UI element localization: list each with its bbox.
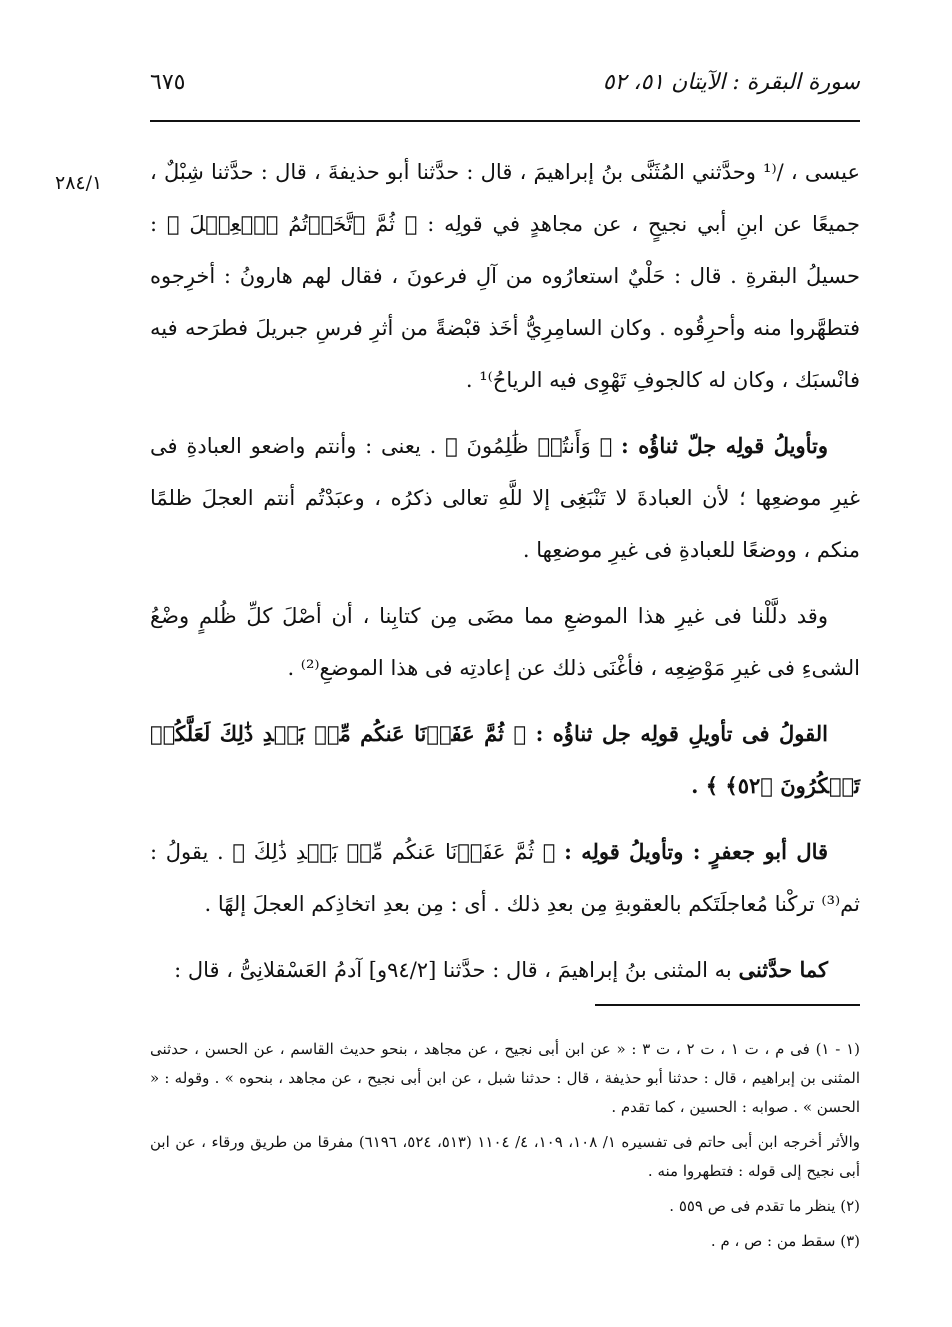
footnote-rule	[595, 1004, 860, 1006]
paragraph-3-text: وقد دلَّلْنا فى غيرِ هذا الموضعِ مما مضَى مِن كتابِنا ، أن أصْلَ كلِّ ظُلمٍ وضْعُ الشىءِ فى غيرِ مَوْضِعِه ، فأغْنَى ذلك عن إعادتِه فى هذا الموضعِ⁽²⁾ .	[150, 604, 860, 680]
paragraph-1-text: عيسى ، /⁽¹ وحدَّثني المُثَنَّى بنُ إبراهيمَ ، قال : حدَّثنا أبو حذيفةَ ، قال : حدَّثنا شِبْلٌ ، جميعًا عن ابنِ أبي نجيحٍ ، عن مجاهدٍ في قولِه : ﴿ ثُمَّ ٱتَّخَذۡتُمُ ٱلۡعِجۡلَ ﴾ : حسيلُ البقرةِ . قال : حَلْيٌ استعارُوه من آلِ فرعونَ ، فقال لهم هارونُ : أخرِجوه فتطهَّروا منه وأحرِقُوه . وكان السامِرِيُّ أخَذ قبْضةً من أثرِ فرسِ جبريلَ فطرَحه فيه فانْسبَك ، وكان له كالجوفِ تَهْوِى فيه الرياحُ⁾¹ .	[150, 160, 860, 392]
footnote-1-continued: والأثر أخرجه ابن أبى حاتم فى تفسيره ١/ ١٠٨، ١٠٩، ٤/ ١١٠٤ (٥١٣، ٥٢٤، ٦١٩٦) مفرقا من طريق ورقاء ، عن ابن أبى نجيح إلى قوله : فتطهروا منه .	[150, 1133, 861, 1180]
footnote-3: (٣) سقط من : ص ، م .	[710, 1232, 860, 1250]
paragraph-2-text: ﴿ وَأَنتُمۡ ظَٰلِمُونَ ﴾ . يعنى : وأنتم واضعو العبادةِ فى غيرِ موضعِها ؛ لأن العبادةَ لا تَنْبَغِى إلا للَّهِ تعالى ذكرُه ، وعبَدْتُم أنتم العجلَ ظلمًا منكم ، ووضعًا للعبادةِ فى غيرِ موضعِها .	[150, 434, 860, 562]
header-rule	[150, 120, 860, 122]
paragraph-4-text: ﴿ ثُمَّ عَفَوۡنَا عَنكُم مِّنۢ بَعۡدِ ذَٰلِكَ لَعَلَّكُمۡ تَشۡكُرُونَ ﴿٥٢﴾ ﴾ .	[150, 721, 860, 798]
footnote-2: (٢) ينظر ما تقدم فى ص ٥٥٩ .	[669, 1197, 860, 1215]
paragraph-1	[150, 146, 860, 406]
paragraph-5-text: ﴿ ثُمَّ عَفَوۡنَا عَنكُم مِّنۢ بَعۡدِ ذَٰلِكَ ﴾ . يقولُ : ثم⁽³⁾ تركْنا مُعاجلَتَكم بالعقوبةِ مِن بعدِ ذلك . أى : مِن بعدِ اتخاذِكم العجلَ إلهًا .	[150, 840, 860, 916]
paragraph-3	[150, 590, 860, 694]
main-text	[150, 146, 860, 1010]
paragraph-5	[150, 826, 860, 930]
paragraph-2	[150, 420, 860, 576]
footnote-1: (١ - ١) فى م ، ت ١ ، ت ٢ ، ت ٣ : « عن ابن أبى نجيح ، عن مجاهد ، بنحو حديث القاسم ، عن الحسن ، حدثنى المثنى بن إبراهيم ، قال : حدثنا أبو حذيفة ، قال : حدثنا شبل ، عن ابن أبى نجيح ، عن مجاهد ، بنحوه » . وقوله : « الحسن » . صوابه : الحسين ، كما تقدم .	[150, 1040, 860, 1116]
paragraph-2-lead: وتأويلُ قولِه جلّ ثناؤُه :	[621, 433, 828, 458]
paragraph-4-lead: القولُ فى تأويلِ قولِه جل ثناؤُه :	[535, 721, 828, 746]
paragraph-6-lead: كما حدَّثنى	[738, 957, 828, 982]
footnotes	[150, 1035, 860, 1262]
paragraph-4-heading	[150, 708, 860, 812]
margin-reference: ٢٨٤/١	[55, 172, 103, 194]
paragraph-6	[150, 944, 860, 996]
page-number: ٦٧٥	[150, 70, 186, 95]
paragraph-5-lead: قال أبو جعفرٍ : وتأويلُ قولِه :	[564, 839, 829, 864]
page-header	[150, 70, 860, 110]
running-title: سورة البقرة : الآيتان ٥١، ٥٢	[602, 70, 860, 95]
paragraph-6-text: به المثنى بنُ إبراهيمَ ، قال : حدَّثنا [٩٤/٢و] آدمُ العَسْقلانِىُّ ، قال :	[174, 958, 739, 982]
